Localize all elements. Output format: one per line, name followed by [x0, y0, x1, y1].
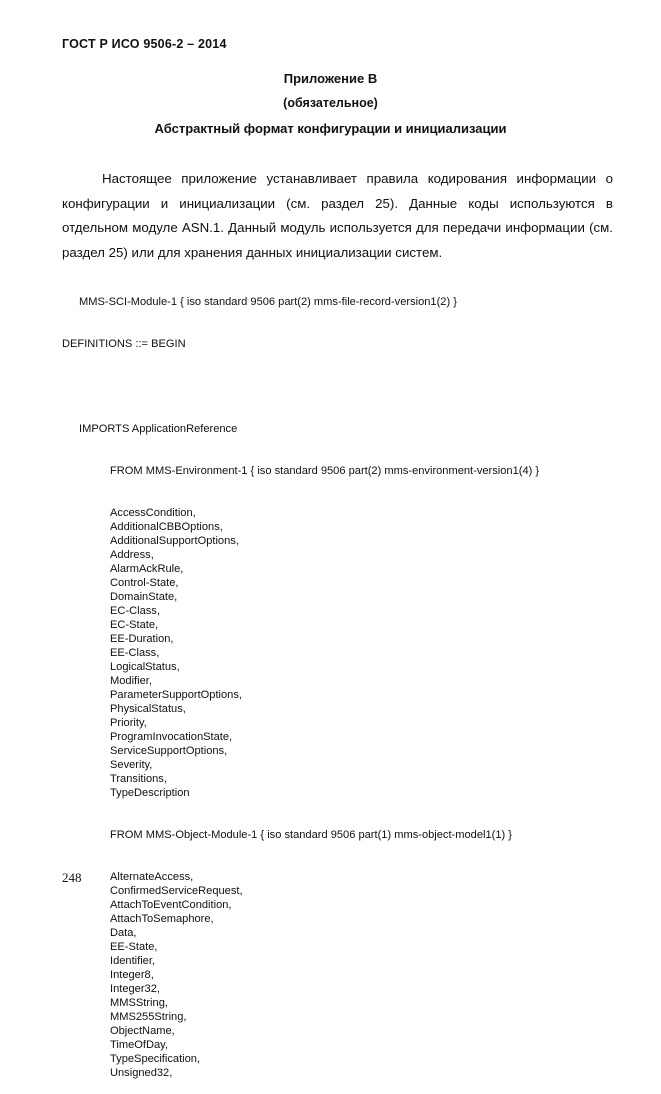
- intro-paragraph: Настоящее приложение устанавливает правила кодирования информации о конфигурации и инициализации (см. раздел 25). Данные коды используются в отдельном модуле ASN.1. Данный модуль используется для передачи информации (см. раздел 25) или для хранения данных инициализации систем.: [62, 171, 613, 260]
- code-import-item: Address,: [110, 549, 154, 561]
- code-import-item: Severity,: [110, 759, 153, 771]
- code-import-item: Integer8,: [110, 969, 154, 981]
- code-import-item: AlarmAckRule,: [110, 563, 184, 575]
- code-import-item: Priority,: [110, 717, 147, 729]
- code-import-item: AccessCondition,: [110, 507, 196, 519]
- code-import-item: TypeDescription: [110, 787, 190, 799]
- code-import-item: Identifier,: [110, 955, 156, 967]
- code-import-item: Integer32,: [110, 983, 160, 995]
- code-import-item: EC-State,: [110, 619, 159, 631]
- code-import-item: ParameterSupportOptions,: [110, 689, 242, 701]
- object-import-list: [62, 870, 539, 1080]
- code-import-item: ProgramInvocationState,: [110, 731, 233, 743]
- code-import-item: Transitions,: [110, 773, 167, 785]
- document-header: ГОСТ Р ИСО 9506-2 – 2014: [62, 37, 227, 51]
- appendix-title: Приложение В: [283, 71, 378, 86]
- code-from-object-module: FROM MMS-Object-Module-1 { iso standard 9506 part(1) mms-object-model1(1) }: [110, 829, 512, 841]
- code-import-item: AttachToSemaphore,: [110, 913, 214, 925]
- code-import-item: LogicalStatus,: [110, 661, 180, 673]
- code-import-item: Control-State,: [110, 577, 179, 589]
- appendix-status: (обязательное): [283, 96, 378, 110]
- code-import-item: MMS255String,: [110, 1011, 187, 1023]
- code-import-item: TimeOfDay,: [110, 1039, 168, 1051]
- code-import-item: AlternateAccess,: [110, 871, 194, 883]
- code-from-environment: FROM MMS-Environment-1 { iso standard 9506 part(2) mms-environment-version1(4) }: [110, 465, 540, 477]
- appendix-heading: Абстрактный формат конфигурации и инициализации: [154, 121, 507, 136]
- asn1-code-block: [62, 267, 539, 1094]
- code-import-item: AdditionalSupportOptions,: [110, 535, 239, 547]
- code-module-line: MMS-SCI-Module-1 { iso standard 9506 part(2) mms-file-record-version1(2) }: [79, 296, 457, 308]
- code-definitions-line: DEFINITIONS ::= BEGIN: [62, 338, 186, 350]
- code-import-item: ConfirmedServiceRequest,: [110, 885, 243, 897]
- code-import-item: ServiceSupportOptions,: [110, 745, 228, 757]
- code-import-item: Modifier,: [110, 675, 152, 687]
- code-import-item: EE-State,: [110, 941, 158, 953]
- code-import-item: AdditionalCBBOptions,: [110, 521, 223, 533]
- code-import-item: EC-Class,: [110, 605, 160, 617]
- code-import-item: AttachToEventCondition,: [110, 899, 232, 911]
- code-import-item: Data,: [110, 927, 137, 939]
- code-import-item: DomainState,: [110, 591, 178, 603]
- code-import-item: PhysicalStatus,: [110, 703, 186, 715]
- code-import-item: EE-Duration,: [110, 633, 174, 645]
- page-number: 248: [62, 870, 82, 885]
- code-import-item: ObjectName,: [110, 1025, 175, 1037]
- environment-import-list: [62, 506, 539, 800]
- code-import-item: Unsigned32,: [110, 1067, 173, 1079]
- code-import-item: EE-Class,: [110, 647, 160, 659]
- code-import-item: MMSString,: [110, 997, 168, 1009]
- code-import-item: TypeSpecification,: [110, 1053, 201, 1065]
- code-imports-line: IMPORTS ApplicationReference: [79, 423, 238, 435]
